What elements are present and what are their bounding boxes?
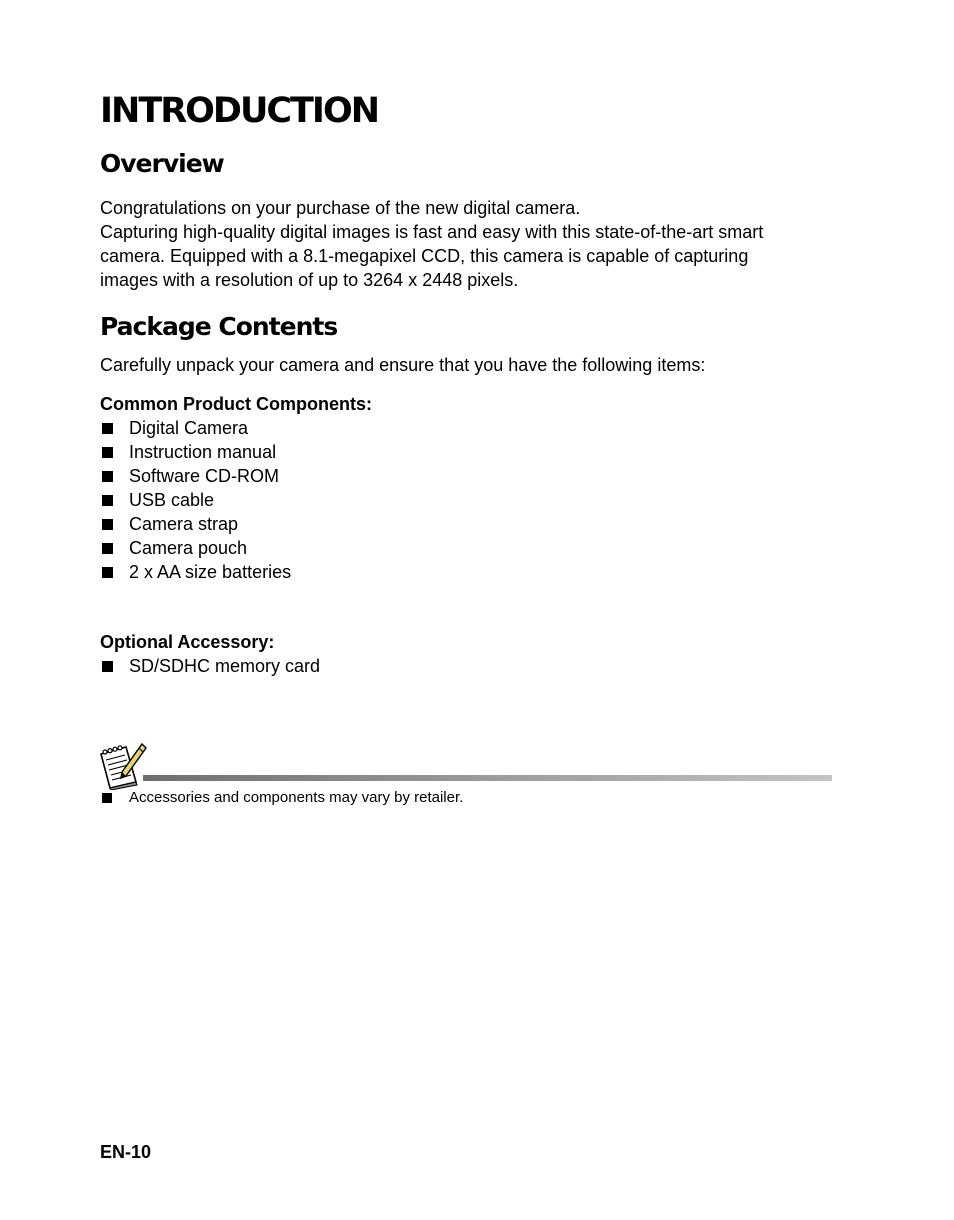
- package-intro: Carefully unpack your camera and ensure that you have the following items:: [100, 355, 706, 375]
- list-item: [100, 512, 291, 536]
- list-item: [100, 440, 291, 464]
- overview-line-4: images with a resolution of up to 3264 x 2448 pixels.: [100, 270, 519, 290]
- list-item-label: Instruction manual: [129, 442, 277, 462]
- list-item-label: USB cable: [129, 490, 215, 510]
- square-bullet-icon: [102, 471, 113, 482]
- list-item: [100, 536, 291, 560]
- list-item-label: 2 x AA size batteries: [129, 562, 292, 582]
- note-text-label: Accessories and components may vary by retailer.: [129, 789, 464, 806]
- note-text: [100, 788, 463, 808]
- overview-heading: Overview: [100, 149, 224, 178]
- list-item: [100, 464, 291, 488]
- square-bullet-icon: [102, 793, 112, 803]
- square-bullet-icon: [102, 661, 113, 672]
- square-bullet-icon: [102, 519, 113, 530]
- list-item-label: Camera pouch: [129, 538, 248, 558]
- note-pencil-icon: [98, 742, 148, 790]
- square-bullet-icon: [102, 423, 113, 434]
- list-item: [100, 488, 291, 512]
- list-item-label: Software CD-ROM: [129, 466, 280, 486]
- square-bullet-icon: [102, 495, 113, 506]
- list-item-label: Digital Camera: [129, 418, 249, 438]
- note-divider: [143, 775, 832, 781]
- list-item-label: Camera strap: [129, 514, 239, 534]
- square-bullet-icon: [102, 567, 113, 578]
- list-item: [100, 654, 320, 678]
- common-components-list: [100, 416, 291, 584]
- common-components-label: Common Product Components:: [100, 394, 372, 414]
- page-title: INTRODUCTION: [100, 91, 378, 131]
- page-number: EN-10: [100, 1142, 152, 1162]
- square-bullet-icon: [102, 447, 113, 458]
- square-bullet-icon: [102, 543, 113, 554]
- list-item: [100, 416, 291, 440]
- optional-accessory-label: Optional Accessory:: [100, 632, 275, 652]
- package-contents-heading: Package Contents: [100, 312, 338, 341]
- list-item-label: SD/SDHC memory card: [129, 656, 321, 676]
- overview-line-3: camera. Equipped with a 8.1-megapixel CCD, this camera is capable of capturing: [100, 246, 749, 266]
- optional-accessory-list: [100, 654, 320, 678]
- overview-line-1: Congratulations on your purchase of the new digital camera.: [100, 198, 581, 218]
- list-item: [100, 560, 291, 584]
- overview-line-2: Capturing high-quality digital images is fast and easy with this state-of-the-art smart: [100, 222, 764, 242]
